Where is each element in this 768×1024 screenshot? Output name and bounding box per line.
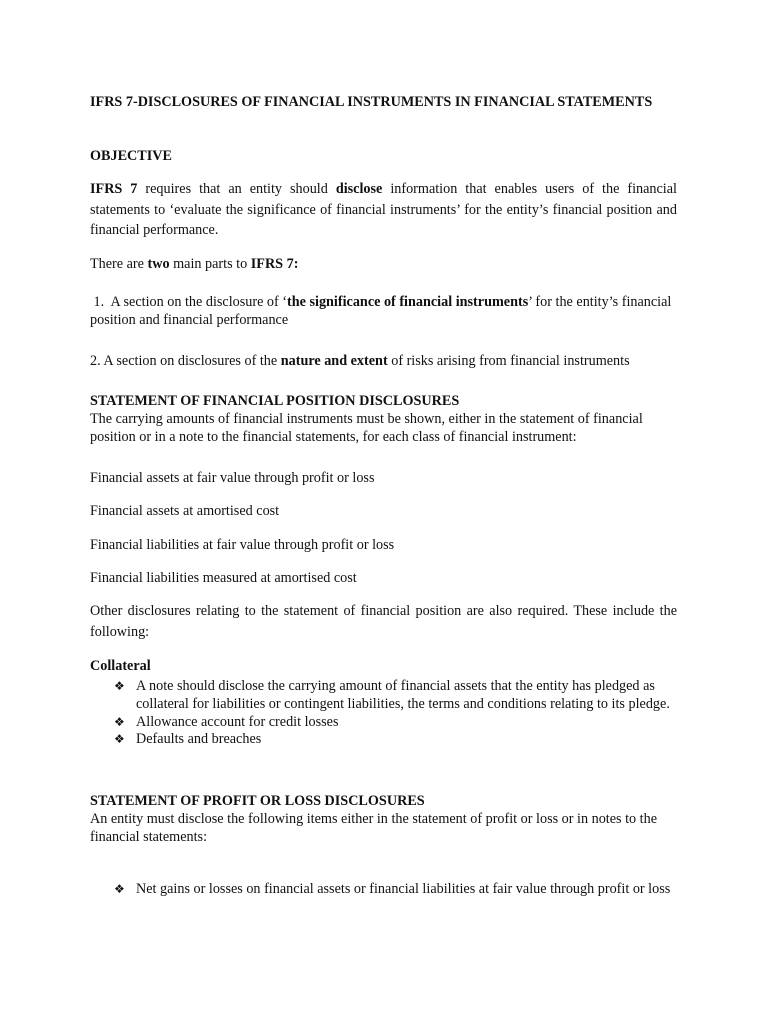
sopl-list bbox=[90, 881, 677, 899]
class-item: Financial assets at amortised cost bbox=[90, 503, 280, 519]
list-item: ❖ Defaults and breaches bbox=[114, 731, 262, 748]
diamond-bullet-icon: ❖ bbox=[114, 882, 125, 896]
objective-term-disclose: disclose bbox=[335, 181, 383, 197]
list-item: ❖ A note should disclose the carrying amount of financial assets that the entity has pledged as collateral for liabilities or contingent liabilities, the terms and conditions relating to its pledge. bbox=[114, 678, 670, 712]
list-item: ❖ Allowance account for credit losses bbox=[114, 713, 339, 730]
collateral-list bbox=[90, 678, 677, 749]
sopl-intro: An entity must disclose the following items either in the statement of profit or loss or in notes to the financial statements: bbox=[90, 811, 658, 845]
sopl-heading: STATEMENT OF PROFIT OR LOSS DISCLOSURES bbox=[90, 793, 425, 809]
diamond-bullet-icon: ❖ bbox=[114, 732, 125, 747]
other-disclosures-paragraph: Other disclosures relating to the statement of financial position are also required. These include the following: bbox=[90, 603, 677, 640]
sofp-heading: STATEMENT OF FINANCIAL POSITION DISCLOSURES bbox=[90, 393, 460, 409]
class-item: Financial assets at fair value through profit or loss bbox=[90, 470, 375, 486]
two-parts-paragraph: There are two main parts to IFRS 7: bbox=[90, 256, 299, 272]
class-item: Financial liabilities at fair value through profit or loss bbox=[90, 537, 395, 553]
part-one-paragraph: 1. A section on the disclosure of ‘the significance of financial instruments’ for the entity’s financial position and financial performance bbox=[90, 294, 675, 328]
list-item: ❖ Net gains or losses on financial assets or financial liabilities at fair value through profit or loss bbox=[114, 881, 671, 897]
sofp-intro: The carrying amounts of financial instruments must be shown, either in the statement of financial position or in a note to the financial statements, for each class of financial instrument: bbox=[90, 411, 643, 445]
objective-heading: OBJECTIVE bbox=[90, 148, 172, 164]
part-two-paragraph: 2. A section on disclosures of the nature and extent of risks arising from financial instruments bbox=[90, 353, 630, 369]
objective-paragraph: IFRS 7 requires that an entity should disclose information that enables users of the financial statements to ‘evaluate the significance of financial instruments’ for the entity’s financial position and financial performance. bbox=[90, 181, 677, 239]
objective-term-ifrs7: IFRS 7 bbox=[90, 181, 138, 197]
diamond-bullet-icon: ❖ bbox=[114, 679, 125, 693]
diamond-bullet-icon: ❖ bbox=[114, 714, 125, 729]
class-item: Financial liabilities measured at amortised cost bbox=[90, 570, 357, 586]
collateral-heading: Collateral bbox=[90, 658, 151, 674]
document-title: IFRS 7-DISCLOSURES OF FINANCIAL INSTRUMENTS IN FINANCIAL STATEMENTS bbox=[90, 94, 653, 110]
